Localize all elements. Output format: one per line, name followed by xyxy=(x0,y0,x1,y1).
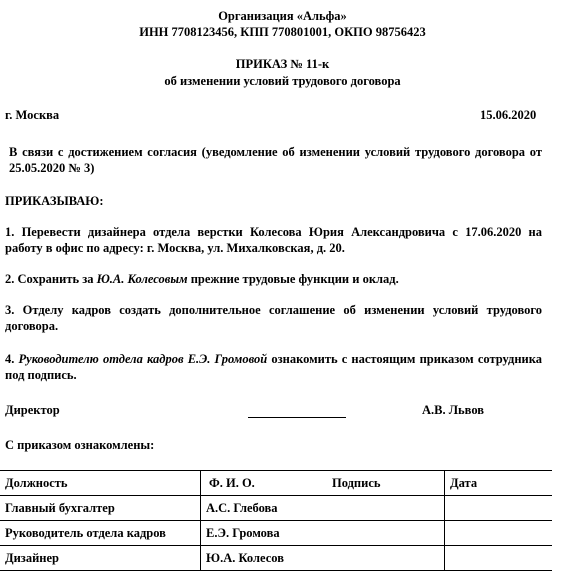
row-position: Главный бухгалтер xyxy=(0,496,201,521)
row-name: Е.Э. Громова xyxy=(201,521,328,546)
preamble: В связи с достижением согласия (уведомление об изменении условий трудового договора от 25.05.2020 № 3) xyxy=(9,145,542,175)
signature-position: Директор xyxy=(5,403,60,417)
order-item-2-name: Ю.А. Колесовым xyxy=(96,272,188,286)
order-item-4 xyxy=(5,351,542,383)
signature-line xyxy=(248,417,346,418)
signature-name: А.В. Львов xyxy=(422,403,485,417)
row-signature xyxy=(327,546,445,571)
column-header-date: Дата xyxy=(445,471,553,496)
acknowledgement-heading: С приказом ознакомлены: xyxy=(5,438,155,452)
order-item-4-name: Руководителю отдела кадров Е.Э. Громовой xyxy=(18,352,268,366)
row-date xyxy=(445,496,553,521)
row-position: Дизайнер xyxy=(0,546,201,571)
order-place: г. Москва xyxy=(5,108,60,122)
acknowledgement-table xyxy=(0,470,552,571)
row-name: Ю.А. Колесов xyxy=(201,546,328,571)
order-subtitle: об изменении условий трудового договора xyxy=(164,74,401,88)
order-item-2 xyxy=(5,271,542,287)
row-signature xyxy=(327,496,445,521)
column-header-name: Ф. И. О. xyxy=(201,471,328,496)
row-name: А.С. Глебова xyxy=(201,496,328,521)
row-date xyxy=(445,546,553,571)
order-date: 15.06.2020 xyxy=(480,108,537,122)
table-row xyxy=(0,521,552,546)
row-date xyxy=(445,521,553,546)
order-item-1: 1. Перевести дизайнера отдела верстки Колесова Юрия Александровича с 17.06.2020 на работу в офис по адресу: г. Москва, ул. Михалковская, д. 20. xyxy=(5,225,542,255)
order-title: ПРИКАЗ № 11-к xyxy=(235,57,330,71)
order-item-4-prefix: 4. xyxy=(5,352,19,366)
order-word: ПРИКАЗЫВАЮ: xyxy=(5,194,104,208)
table-row xyxy=(0,546,552,571)
column-header-signature: Подпись xyxy=(327,471,445,496)
column-header-position: Должность xyxy=(0,471,201,496)
table-row xyxy=(0,496,552,521)
order-item-4-suffix: ознакомить с настоящим приказом сотрудника под подпись. xyxy=(5,352,542,382)
organization-codes: ИНН 7708123456, КПП 770801001, ОКПО 98756423 xyxy=(139,25,426,39)
order-item-2-prefix: 2. Сохранить за xyxy=(5,272,97,286)
order-item-2-suffix: прежние трудовые функции и оклад. xyxy=(187,272,399,286)
table-header-row xyxy=(0,471,552,496)
row-signature xyxy=(327,521,445,546)
order-item-3: 3. Отделу кадров создать дополнительное соглашение об изменении условий трудового договора. xyxy=(5,303,542,333)
row-position: Руководитель отдела кадров xyxy=(0,521,201,546)
organization-name: Организация «Альфа» xyxy=(218,9,347,23)
